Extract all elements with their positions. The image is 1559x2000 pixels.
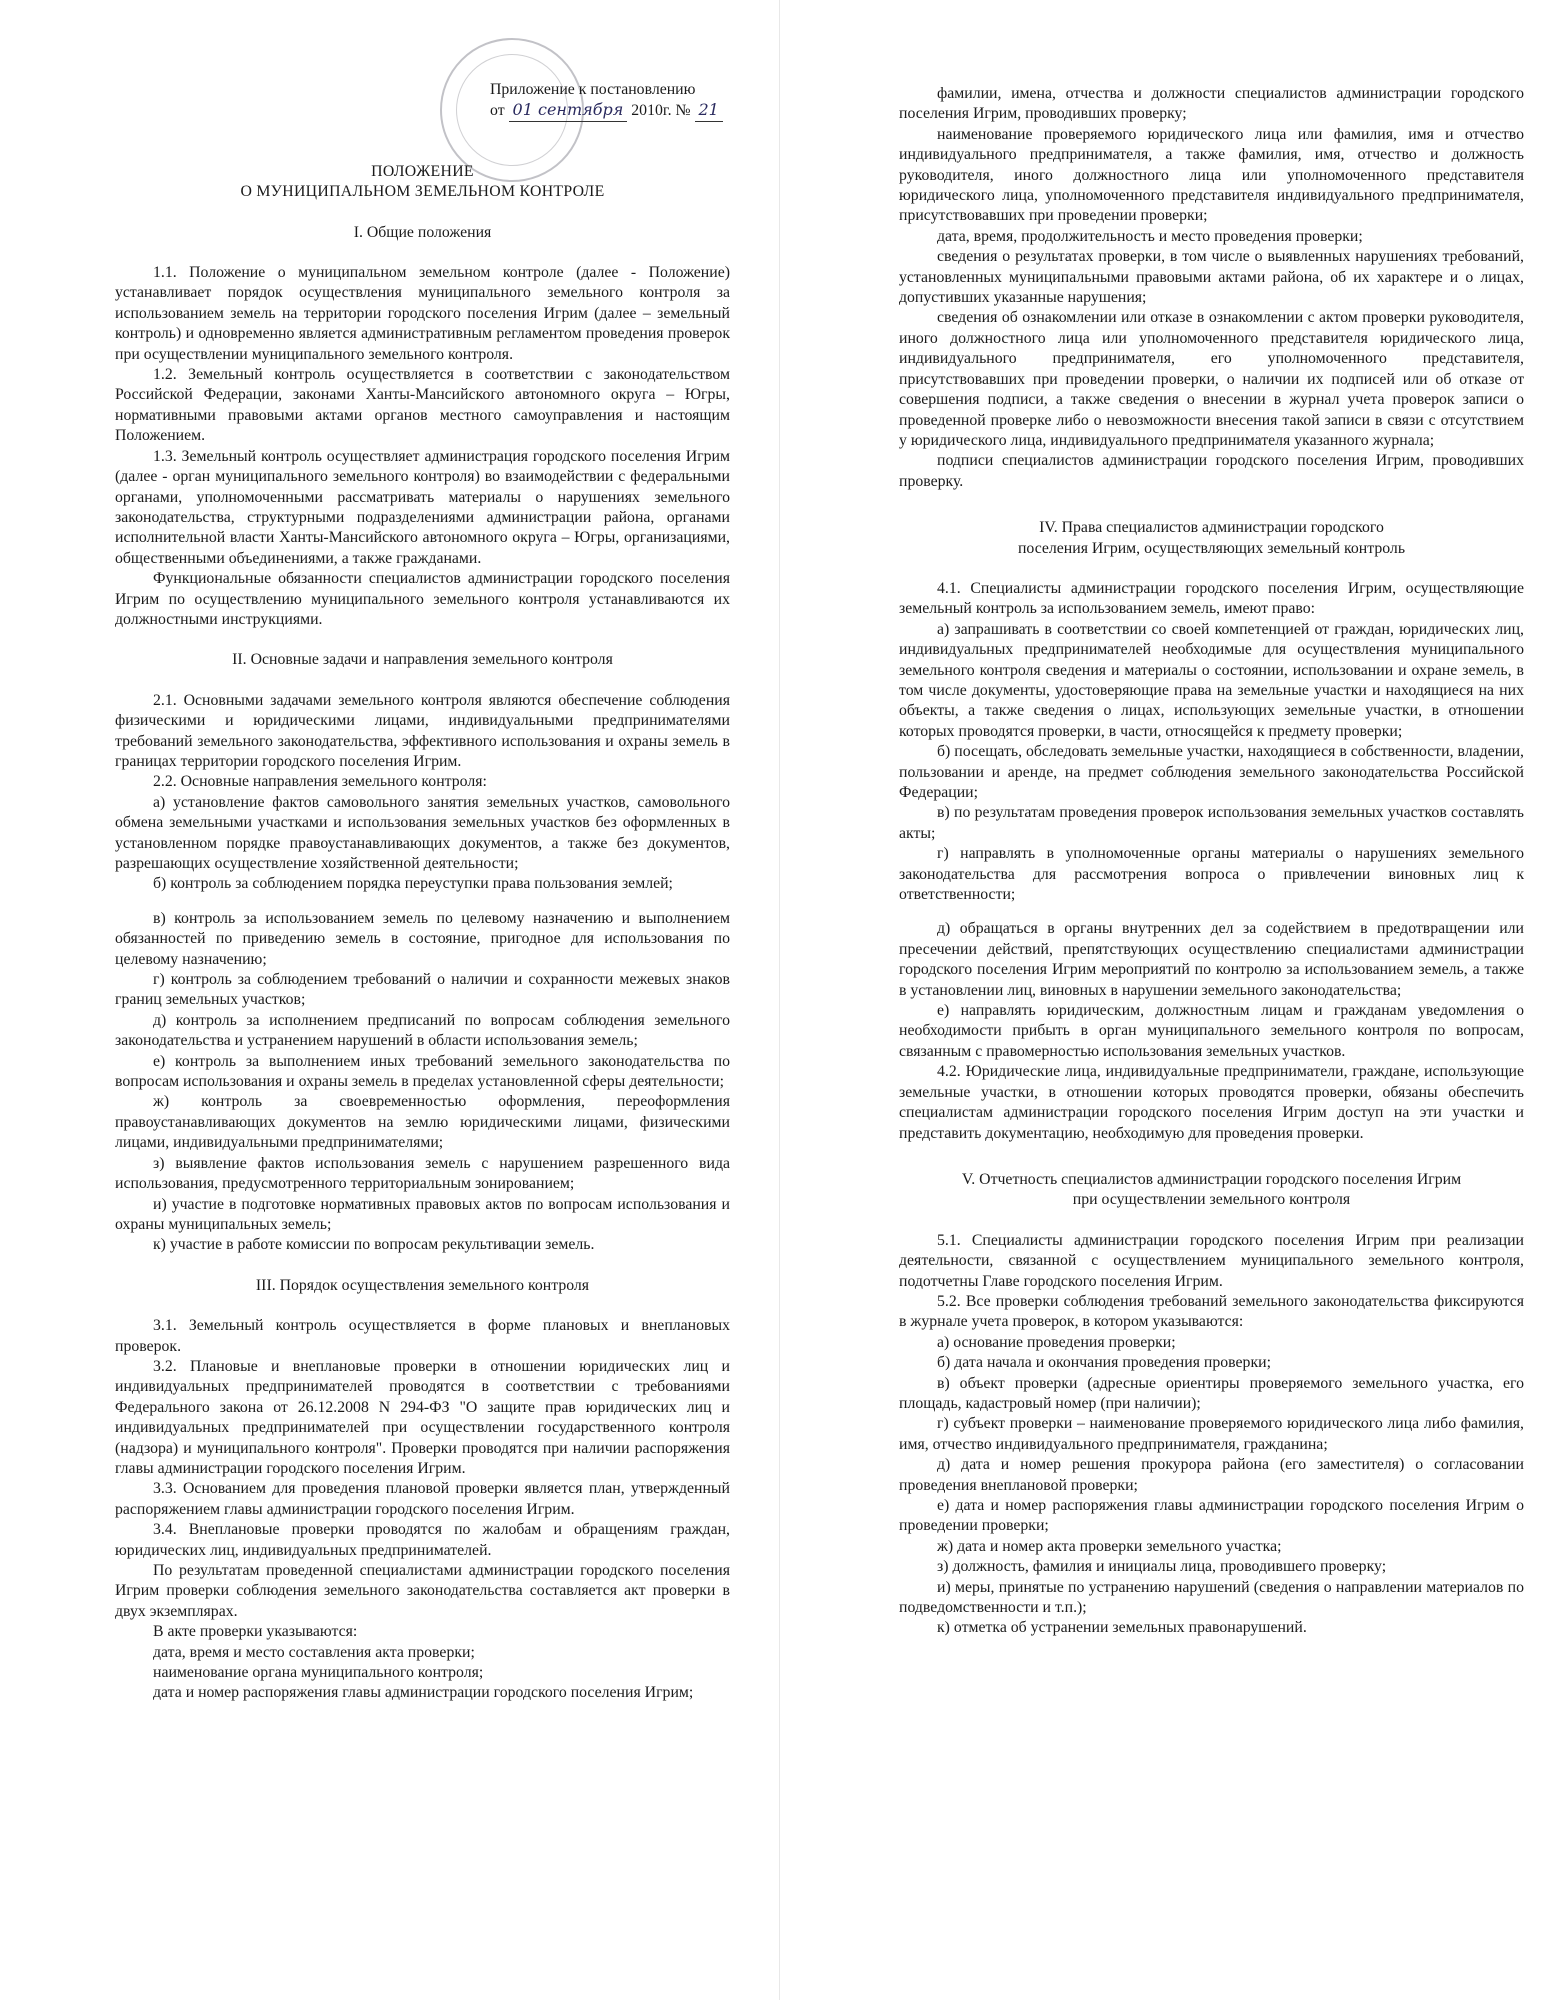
- paragraph: В акте проверки указываются:: [153, 1623, 358, 1641]
- paragraph: к) участие в работе комиссии по вопросам рекультивации земель.: [153, 1236, 595, 1254]
- paragraph: б) контроль за соблюдением порядка переуступки права пользования землей;: [153, 875, 673, 893]
- spacer: [899, 905, 1524, 919]
- paragraph: и) меры, принятые по устранению нарушений (сведения о направлении материалов по подведомственности и т.п.);: [899, 1578, 1524, 1617]
- section-1-heading: I. Общие положения: [353, 223, 492, 241]
- paragraph: е) направлять юридическим, должностным лицам и гражданам уведомления о необходимости прибыть в орган муниципального земельного контроля по вопросам, связанным с правомерностью использования земельных участков.: [899, 1002, 1524, 1060]
- paragraph: 2.1. Основными задачами земельного контроля являются обеспечение соблюдения физическими и юридическими лицами, индивидуальными предпринимателями требований земельного законодательства, эффективного использования и охраны земель в границах территории городского поселения Игрим.: [115, 691, 730, 770]
- title-line2: О МУНИЦИПАЛЬНОМ ЗЕМЕЛЬНОМ КОНТРОЛЕ: [240, 183, 605, 201]
- section-5-body: [899, 1231, 1524, 1639]
- handwritten-date: 01 сентября: [509, 100, 628, 121]
- paragraph: 3.4. Внеплановые проверки проводятся по жалобам и обращениям граждан, юридических лиц, индивидуальных предпринимателей.: [115, 1521, 730, 1559]
- section-5-heading: [899, 1170, 1524, 1211]
- paragraph: дата и номер распоряжения главы администрации городского поселения Игрим;: [153, 1684, 694, 1702]
- right-column: [899, 84, 1524, 1639]
- paragraph: подписи специалистов администрации городского поселения Игрим, проводивших проверку.: [899, 452, 1524, 490]
- section-1-body: [115, 263, 730, 630]
- paragraph: 4.1. Специалисты администрации городского поселения Игрим, осуществляющие земельный контроль за использованием земель, имеют право:: [899, 579, 1524, 618]
- section-2-body: [115, 691, 730, 1256]
- spacer: [115, 895, 730, 909]
- section-5-heading-line2: при осуществлении земельного контроля: [1072, 1191, 1351, 1209]
- paragraph: д) обращаться в органы внутренних дел за содействием в предотвращении или пресечении действий, препятствующих осуществлению специалистами администрации городского поселения Игрим мероприятий по контролю за использованием земель, а также в установлении лиц, виновных в нарушении земельного законодательства;: [899, 920, 1524, 999]
- paragraph: Функциональные обязанности специалистов администрации городского поселения Игрим по осуществлению муниципального земельного контроля устанавливаются их должностными инструкциями.: [115, 570, 730, 628]
- paragraph: д) контроль за исполнением предписаний по вопросам соблюдения земельного законодательства и устранением нарушений в области использования земель;: [115, 1011, 730, 1050]
- paragraph: в) контроль за использованием земель по целевому назначению и выполнением обязанностей по приведению земель в состояние, пригодное для использования по целевому назначению;: [115, 909, 730, 968]
- paragraph: з) выявление фактов использования земель с нарушением разрешенного вида использования, предусмотренного территориальным зонированием;: [115, 1154, 730, 1193]
- appendix-line2: [490, 100, 730, 121]
- paragraph: дата, время, продолжительность и место проведения проверки;: [937, 227, 1363, 245]
- paragraph: з) должность, фамилия и инициалы лица, проводившего проверку;: [937, 1558, 1387, 1576]
- paragraph: а) основание проведения проверки;: [937, 1333, 1176, 1351]
- paragraph: наименование проверяемого юридического лица или фамилия, имя и отчество индивидуального предпринимателя, а также фамилия, имя, отчество и должность руководителя, иного должностного лица или уполномоченного представителя юридического лица, уполномоченного представителя индивидуального предпринимателя, присутствовавших при проведении проверки;: [899, 125, 1524, 225]
- right-page: [779, 0, 1559, 2000]
- paragraph: 5.2. Все проверки соблюдения требований земельного законодательства фиксируются в журнале учета проверок, в котором указываются:: [899, 1292, 1524, 1331]
- paragraph: По результатам проведенной специалистами администрации городского поселения Игрим проверки соблюдения земельного законодательства составляется акт проверки в двух экземплярах.: [115, 1562, 730, 1620]
- paragraph: дата, время и место составления акта проверки;: [153, 1643, 475, 1661]
- paragraph: фамилии, имена, отчества и должности специалистов администрации городского поселения Игрим, проводивших проверку;: [899, 85, 1524, 123]
- paragraph: 3.1. Земельный контроль осуществляется в форме плановых и внеплановых проверок.: [115, 1317, 730, 1355]
- appendix-mid: 2010г. №: [631, 102, 691, 120]
- paragraph: г) контроль за соблюдением требований о наличии и сохранности межевых знаков границ земельных участков;: [115, 971, 730, 1009]
- paragraph: е) дата и номер распоряжения главы администрации городского поселения Игрим о проведении проверки;: [899, 1497, 1524, 1535]
- appendix-line1: Приложение к постановлению: [490, 81, 696, 98]
- paragraph: сведения об ознакомлении или отказе в ознакомлении с актом проверки руководителя, иного должностного лица или уполномоченного представителя юридического лица, индивидуального предпринимателя, его уполномоченного представителя, присутствовавших при проведении проверки, о наличии их подписей или об отказе от совершения подписи, а также сведения о внесении в журнал учета проверок записи о проведенной проверке либо о невозможности внесения такой записи в связи с отсутствием у юридического лица, индивидуального предпринимателя указанного журнала;: [899, 309, 1524, 449]
- section-4-body: [899, 579, 1524, 1144]
- paragraph: к) отметка об устранении земельных правонарушений.: [937, 1619, 1307, 1637]
- paragraph: а) установление фактов самовольного занятия земельных участков, самовольного обмена земельными участками и использования земельных участков без оформленных в установленном порядке правоустанавливающих документов, а также без документов, разрешающих осуществление хозяйственной деятельности;: [115, 793, 730, 872]
- section-3-heading: III. Порядок осуществления земельного контроля: [255, 1276, 590, 1294]
- appendix-prefix: от: [490, 102, 505, 120]
- paragraph: 1.1. Положение о муниципальном земельном контроле (далее - Положение) устанавливает порядок осуществления муниципального земельного контроля за использованием земель на территории городского поселения Игрим (далее – земельный контроль) и одновременно является административным регламентом проведения проверок при осуществлении муниципального земельного контроля.: [115, 264, 730, 363]
- left-page: [0, 0, 779, 2000]
- section-2-heading: II. Основные задачи и направления земельного контроля: [232, 651, 613, 669]
- paragraph: 1.3. Земельный контроль осуществляет администрация городского поселения Игрим (далее - орган муниципального земельного контроля) во взаимодействии с федеральными органами, уполномоченными рассматривать материалы о нарушениях земельного законодательства, структурными подразделениями администрации района, органами исполнительной власти Ханты-Мансийского автономного округа – Югры, организациями, общественными объединениями, а также гражданами.: [115, 447, 730, 567]
- paragraph: в) объект проверки (адресные ориентиры проверяемого земельного участка, его площадь, кадастровый номер (при наличии);: [899, 1374, 1524, 1412]
- paragraph: сведения о результатах проверки, в том числе о выявленных нарушениях требований, установленных муниципальными правовыми актами района, об их характере и о лицах, допустивших указанные нарушения;: [899, 248, 1524, 307]
- paragraph: б) посещать, обследовать земельные участки, находящиеся в собственности, владении, пользовании и аренде, на предмет соблюдения земельного законодательства Российской Федерации;: [899, 743, 1525, 801]
- appendix-note: [490, 80, 730, 122]
- handwritten-number: 21: [695, 100, 723, 121]
- paragraph: д) дата и номер решения прокурора района (его заместителя) о согласовании проведения внеплановой проверки;: [899, 1456, 1524, 1494]
- paragraph: а) запрашивать в соответствии со своей компетенцией от граждан, юридических лиц, индивидуальных предпринимателей необходимые для осуществления муниципального земельного контроля сведения и материалы о состоянии, использовании и охране земель, в том числе документы, удостоверяющие права на земельные участки и находящиеся на них объекты, а также сведения о лицах, использующих земельные участки, в отношении которых проводятся проверки, в части, относящейся к предмету проверки;: [899, 620, 1524, 740]
- paragraph: и) участие в подготовке нормативных правовых актов по вопросам использования и охраны муниципальных земель;: [115, 1195, 730, 1233]
- paragraph: 3.3. Основанием для проведения плановой проверки является план, утвержденный распоряжением главы администрации городского поселения Игрим.: [115, 1480, 730, 1518]
- paragraph: 1.2. Земельный контроль осуществляется в соответствии с законодательством Российской Федерации, законами Ханты-Мансийского автономного округа – Югры, нормативными правовыми актами органов местного самоуправления и настоящим Положением.: [115, 366, 730, 445]
- title-line1: ПОЛОЖЕНИЕ: [371, 162, 474, 180]
- paragraph: 5.1. Специалисты администрации городского поселения Игрим при реализации деятельности, связанной с осуществлением муниципального земельного контроля, подотчетны Главе городского поселения Игрим.: [899, 1231, 1524, 1290]
- paragraph: б) дата начала и окончания проведения проверки;: [937, 1354, 1271, 1372]
- paragraph: наименование органа муниципального контроля;: [153, 1664, 484, 1682]
- section-4-heading-line1: IV. Права специалистов администрации городского: [1039, 519, 1384, 537]
- paragraph: е) контроль за выполнением иных требований земельного законодательства по вопросам использования и охраны земель в пределах установленной сферы деятельности;: [115, 1052, 730, 1091]
- document-title: [115, 162, 730, 203]
- paragraph: ж) контроль за своевременностью оформления, переоформления правоустанавливающих документов на землю юридическими лицами, физическими лицами, индивидуальными предпринимателями;: [115, 1093, 730, 1152]
- paragraph: в) по результатам проведения проверок использования земельных участков составлять акты;: [899, 804, 1524, 842]
- paragraph: ж) дата и номер акта проверки земельного участка;: [937, 1537, 1282, 1555]
- paragraph: г) субъект проверки – наименование проверяемого юридического лица либо фамилия, имя, отчество индивидуального предпринимателя, гражданина;: [899, 1415, 1524, 1453]
- section-3-body: [115, 1316, 730, 1704]
- left-column: [115, 80, 730, 1704]
- act-contents-continued: [899, 84, 1524, 492]
- section-4-heading-line2: поселения Игрим, осуществляющих земельный контроль: [1017, 539, 1406, 557]
- section-5-heading-line1: V. Отчетность специалистов администрации городского поселения Игрим: [961, 1170, 1462, 1188]
- paragraph: 3.2. Плановые и внеплановые проверки в отношении юридических лиц и индивидуальных предпринимателей проводятся в соответствии с требованиями Федерального закона от 26.12.2008 N 294-ФЗ "О защите прав юридических лиц и индивидуальных предпринимателей при осуществлении государственного контроля (надзора) и муниципального контроля". Проверки проводятся при наличии распоряжения главы администрации городского поселения Игрим.: [115, 1357, 730, 1477]
- section-4-heading: [899, 518, 1524, 559]
- paragraph: 2.2. Основные направления земельного контроля:: [153, 773, 487, 791]
- paragraph: г) направлять в уполномоченные органы материалы о нарушениях земельного законодательства для рассмотрения вопроса о привлечении виновных лиц к ответственности;: [899, 845, 1524, 904]
- paragraph: 4.2. Юридические лица, индивидуальные предприниматели, граждане, использующие земельные участки, в отношении которых проводятся проверки, обязаны обеспечить специалистам администрации городского поселения Игрим доступ на эти участки и представить документацию, необходимую для проведения проверки.: [899, 1063, 1524, 1142]
